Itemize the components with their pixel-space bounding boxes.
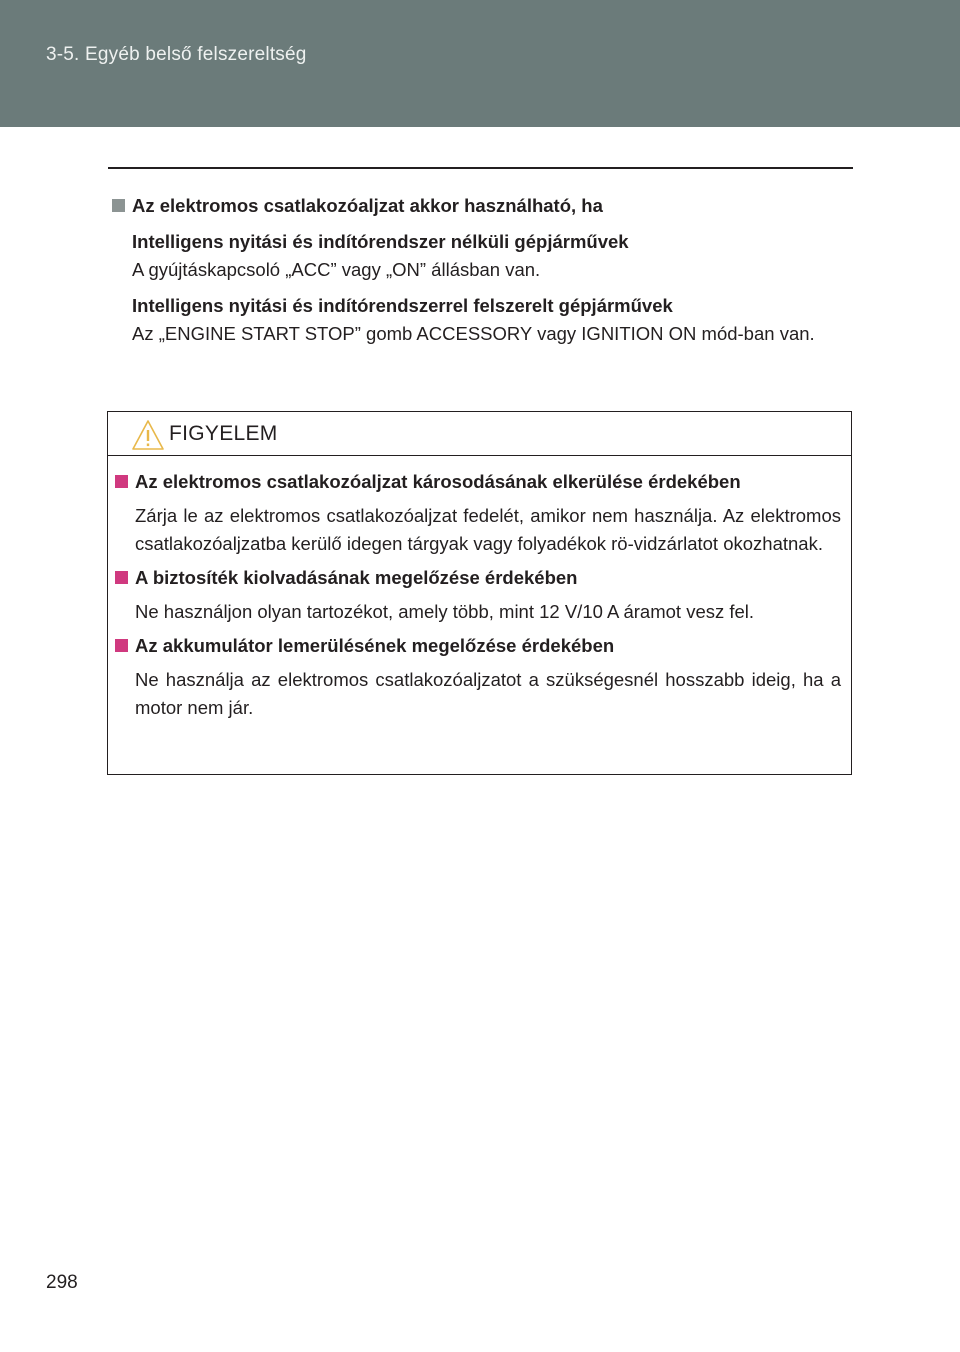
warning-triangle-icon	[131, 419, 165, 451]
section-heading	[112, 192, 842, 220]
usage-item-text: A gyújtáskapcsoló „ACC” vagy „ON” állásban van.	[132, 259, 541, 280]
top-divider	[108, 167, 853, 169]
usage-item-2	[112, 292, 842, 348]
warning-item-text: Zárja le az elektromos csatlakozóaljzat fedelét, amikor nem használja. Az elektromos csatlakozóaljzatba kerülő idegen tárgyak vagy folyadékok rö-vidzárlatot okozhatnak.	[135, 505, 841, 554]
warning-item-heading-text: A biztosíték kiolvadásának megelőzése érdekében	[135, 567, 578, 588]
warning-item-text: Ne használjon olyan tartozékot, amely több, mint 12 V/10 A áramot vesz fel.	[135, 601, 755, 622]
square-bullet-icon	[112, 199, 125, 212]
usage-item-1	[112, 228, 842, 284]
warning-item-heading	[115, 564, 841, 592]
page-header	[0, 0, 960, 127]
section-title: 3-5. Egyéb belső felszereltség	[46, 44, 307, 65]
warning-item-heading-text: Az elektromos csatlakozóaljzat károsodásának elkerülése érdekében	[135, 471, 741, 492]
warning-item	[115, 468, 841, 558]
warning-item	[115, 564, 841, 626]
page-number: 298	[46, 1272, 78, 1293]
warning-item-heading	[115, 468, 841, 496]
square-bullet-icon	[115, 475, 128, 488]
warning-item	[115, 632, 841, 722]
warning-item-text: Ne használja az elektromos csatlakozóaljzatot a szükségesnél hosszabb ideig, ha a motor nem jár.	[135, 669, 841, 718]
warning-box	[107, 411, 852, 775]
warning-item-heading-text: Az akkumulátor lemerülésének megelőzése érdekében	[135, 635, 615, 656]
section-heading-text: Az elektromos csatlakozóaljzat akkor használható, ha	[132, 195, 603, 216]
warning-item-heading	[115, 632, 841, 660]
square-bullet-icon	[115, 639, 128, 652]
usage-section	[112, 192, 842, 348]
warning-header	[108, 412, 851, 456]
warning-title: FIGYELEM	[169, 422, 278, 445]
usage-item-title: Intelligens nyitási és indítórendszer nélküli gépjárművek	[132, 231, 629, 252]
usage-item-text: Az „ENGINE START STOP” gomb ACCESSORY vagy IGNITION ON mód-ban van.	[132, 323, 815, 344]
usage-item-title: Intelligens nyitási és indítórendszerrel felszerelt gépjárművek	[132, 295, 673, 316]
warning-content	[115, 468, 841, 728]
square-bullet-icon	[115, 571, 128, 584]
